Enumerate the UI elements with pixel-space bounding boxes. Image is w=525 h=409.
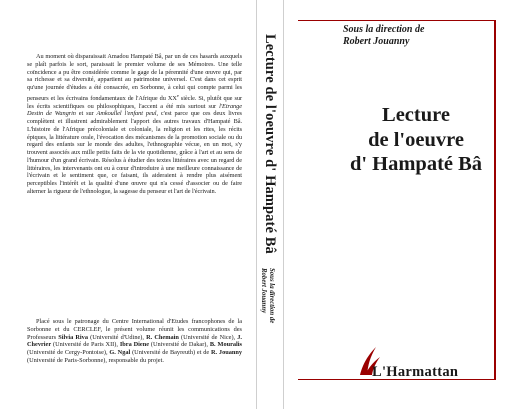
back-cover-patronage (27, 318, 242, 365)
cover-frame (298, 20, 496, 380)
book-title (318, 103, 514, 177)
contributor-name: J. Chevrier (27, 333, 243, 349)
patronage-text: (Université de Nice), (178, 333, 238, 341)
blurb-text: siècle. Si, plutôt que sur les écrits scientifiques ou philosophiques, l'accent a été mis surtout sur (27, 94, 242, 110)
back-cover-blurb (27, 53, 242, 196)
patronage-text: Placé sous le patronage du Centre International d'Etudes francophones de la Sorbonne et du CERCLEF, le présent volume réunit les communications des Professeurs (27, 318, 242, 341)
book-title-line: Lecture (382, 104, 450, 126)
blurb-text: Au moment où disparaissait Amadou Hampaté Bâ, par un de ces hasards auxquels se plaît parfois le sort, paraissait le premier volume de ses Mémoires. Une telle coïncidence a pu être considérée comme le gage de la pérennité d'une œuvre qui, par sa richesse et sa diversité, appartient au patrimoine universel. C'est dans cet esprit qu'une journée d'études a été consacrée, en Sorbonne, à celui qui compte parmi les penseurs et les écrivains fondamentaux de l'Afrique du XX (27, 53, 242, 102)
publisher-name: L'Harmattan (372, 364, 459, 380)
spine-direction (259, 268, 275, 323)
front-direction-line: Sous la direction de (343, 24, 425, 35)
spine-direction-line: Sous la direction de (268, 268, 275, 324)
spine-director-name: Robert Jouanny (260, 268, 267, 314)
contributor-name: Ibra Diene (119, 341, 149, 349)
blurb-text: , c'est parce que ces deux livres complètent et illustrent admirablement l'apport des autres travaux d'Hampaté Bâ. L'histoire de l'Afrique précoloniale et coloniale, la religion et les rites, les récits épiques, la littérature orale, l'évocation des mécanismes de la promotion sociale ou du regard des enfants sur le monde des adultes, l'ethnographie vécue, en un mot, s'y trouvent associés aux mille petits faits de la vie quotidienne, grâce à l'art et au sens de l'humour d'un grand écrivain. Résolus à étudier des textes littéraires avec un regard de littéraires, les intervenants ont eu à cœur d'introduire à une meilleure connaissance de l'écrivain et le sentiment que, ce faisant, ils aideraient à rendre plus aisément perceptibles l'intérêt et la qualité d'une œuvre qui n'a cessé d'associer ou de faire alterner la rigueur de l'ethnologue, la sagesse du penseur et l'art de l'écrivain. (27, 110, 242, 195)
front-direction (343, 24, 493, 47)
contributor-name: B. Mouralis (209, 341, 243, 349)
spine-title: Lecture de l'oeuvre d' Hampaté Bâ (262, 34, 278, 254)
patronage-text: (Université de Paris-Sorbonne), responsable du projet. (27, 356, 164, 364)
contributor-name: G. Ngal (109, 349, 131, 356)
blurb-text: et sur (75, 110, 97, 118)
blurb-superscript: e (176, 92, 179, 98)
blurb-book-title: Amkoullel l'enfant peul (96, 110, 157, 118)
contributor-name: Silvia Riva (58, 333, 88, 341)
patronage-text: (Université de Paris XII), (51, 341, 120, 349)
book-title-line: d' Hampaté Bâ (349, 153, 483, 175)
book-title-line: de l'oeuvre (368, 128, 464, 151)
contributor-name: R. Chemain (146, 333, 179, 341)
contributor-name: R. Jouanny (211, 349, 243, 356)
patronage-text: (Université de Dakar), (149, 341, 210, 349)
patronage-text: (Université de Bayreuth) et de (130, 349, 211, 356)
patronage-text: (Université d'Udine), (87, 333, 147, 341)
blurb-book-title: l'Etrange Destin de Wangrin (27, 102, 242, 118)
front-director-name: Robert Jouanny (343, 35, 410, 47)
back-cover (0, 0, 256, 409)
patronage-text: (Université de Cergy-Pontoise), (27, 349, 110, 356)
